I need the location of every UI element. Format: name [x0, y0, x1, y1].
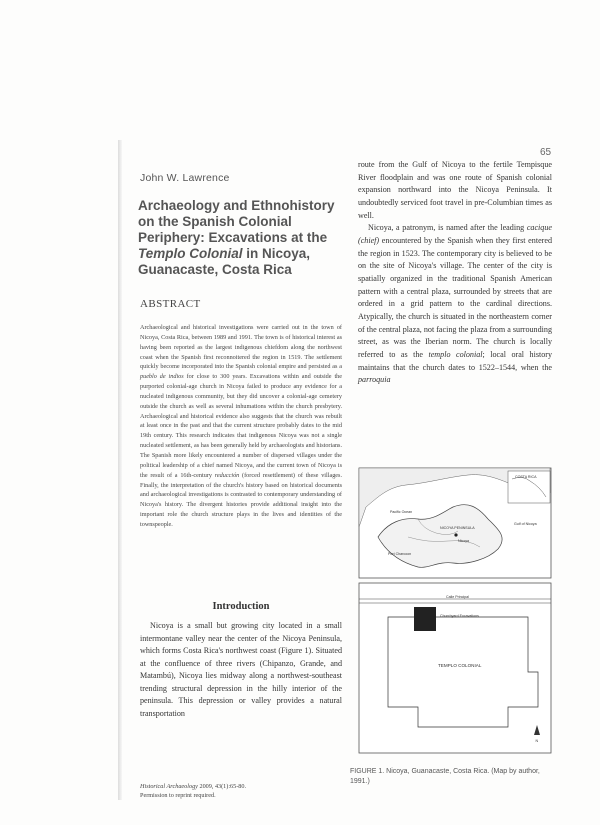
map-label-port: Port Charcoon [388, 552, 412, 556]
plan-label-templo: TEMPLO COLONIAL [438, 663, 482, 668]
col2-b: Nicoya, a patronym, is named after the leading [368, 223, 527, 233]
figure-map [358, 467, 552, 755]
plan-label-churchyard: Churchyard Excavations [440, 614, 479, 618]
title-part2: in Nicoya, Guanacaste, Costa Rica [138, 246, 311, 277]
map-label-town: Nicoya [458, 539, 469, 543]
author-name: John W. Lawrence [140, 172, 230, 184]
map-label-peninsula: NICOYA PENINSULA [440, 526, 475, 530]
title-italic: Templo Colonial [138, 246, 243, 261]
col2-para-b [358, 222, 552, 387]
figure-caption: FIGURE 1. Nicoya, Guanacaste, Costa Rica. (Map by author, 1991.) [350, 768, 540, 785]
abstract-p3: (forced resettlement) of these villages. Finally, the interpretation of the church's history based on historical documents and archaeological investigations is contrasted to contemporary understanding of Nicoya's history. The divergent histories provide additional insight into the important role the church structure plays in the lives and identities of the townspeople. [140, 471, 342, 528]
abstract-italic-1: pueblo de indios [140, 373, 184, 381]
col2-para-a: route from the Gulf of Nicoya to the fertile Tempisque River floodplain and was one route of Spanish colonial expansion northward into the Nicoya Peninsula. It undoubtedly serviced foot travel in pre-Columbian times as well. [358, 160, 552, 220]
introduction-heading: Introduction [212, 601, 270, 612]
column-two-text [358, 159, 552, 387]
regional-map [359, 468, 551, 578]
scan-shadow [118, 140, 122, 800]
abstract-text [140, 323, 342, 530]
abstract-heading: ABSTRACT [140, 298, 201, 310]
journal-name: Historical Archaeology [140, 783, 198, 790]
col2-d: ; local oral history maintains that the church dates to 1522–1544, when the [358, 349, 553, 372]
title-part1: Archaeology and Ethnohistory on the Spanish Colonial Periphery: Excavations at the [138, 198, 335, 245]
map-label-costa-rica: COSTA RICA [515, 475, 537, 479]
page-number: 65 [540, 147, 552, 158]
article-title [138, 198, 338, 278]
col2-d-italic: parroquia [358, 375, 391, 385]
site-plan [359, 583, 551, 753]
col2-c-italic: templo colonial [428, 349, 483, 359]
footer-citation [140, 782, 246, 800]
north-arrow-label: N [535, 739, 539, 743]
journal-citation: 2009, 43(1):65-80. [197, 783, 247, 790]
map-label-pacific: Pacific Ocean [390, 510, 413, 514]
plan-label-street: Calle Principal [446, 595, 469, 599]
abstract-italic-2: reducción [214, 471, 240, 479]
permission-note: Permission to reprint required. [140, 792, 216, 799]
abstract-p1: Archaeological and historical investigations were carried out in the town of Nicoya, Costa Rica, between 1989 and 1991. The town is of historical interest as having been reported as the largest indigenous chiefdom along the northwest coast when the Spanish first reconnoitered the region in 1519. The settlement quickly become incorporated into the Spanish colonial empire and persisted as a [140, 324, 342, 371]
map-label-gulf: Gulf of Nicoya [514, 522, 537, 526]
introduction-text: Nicoya is a small but growing city located in a small intermontane valley near the center of the Nicoya Peninsula, which forms Costa Rica's northwest coast (Figure 1). Situated at the confluence of three rivers (Chipanzo, Grande, and Matambú), Nicoya lies midway along a northwest-southeast trending structural depression in the hilly interior of the peninsula. This depression or valley provides a natural transportation [140, 621, 342, 718]
col2-c: encountered by the Spanish when they first entered the region in 1523. The contemporary city is believed to be on the site of Nicoya's village. The center of the city is spatially organized in the traditional Spanish American pattern with a central plaza, surrounded by streets that are ordered in a grid pattern to the cardinal directions. Atypically, the church is situated in the northeastern corner of the central plaza, not facing the plaza from a surrounding street, as was the Iberian norm. The church is locally referred to as the [358, 235, 552, 359]
col2-b-italic: cacique (chief) [358, 223, 552, 245]
abstract-p2: for close to 300 years. Excavations within and outside the purported colonial-age church in Nicoya failed to produce any evidence for a nucleated indigenous community, but they did uncover a colonial-age cemetery outside the church as well as several inhumations within the church presbytery. Archaeological and historical evidence also suggests that the church was rebuilt at least once in the past and that the current structure probably dates to the mid 19th century. This research indicates that indigenous Nicoya was not a single nucleated settlement, as has been generally held by archaeologists and historians. The Spanish more likely encountered a number of dispersed villages under the political leadership of a chief named Nicoya, and the current town of Nicoya is the result of a 16th-century [140, 373, 342, 479]
